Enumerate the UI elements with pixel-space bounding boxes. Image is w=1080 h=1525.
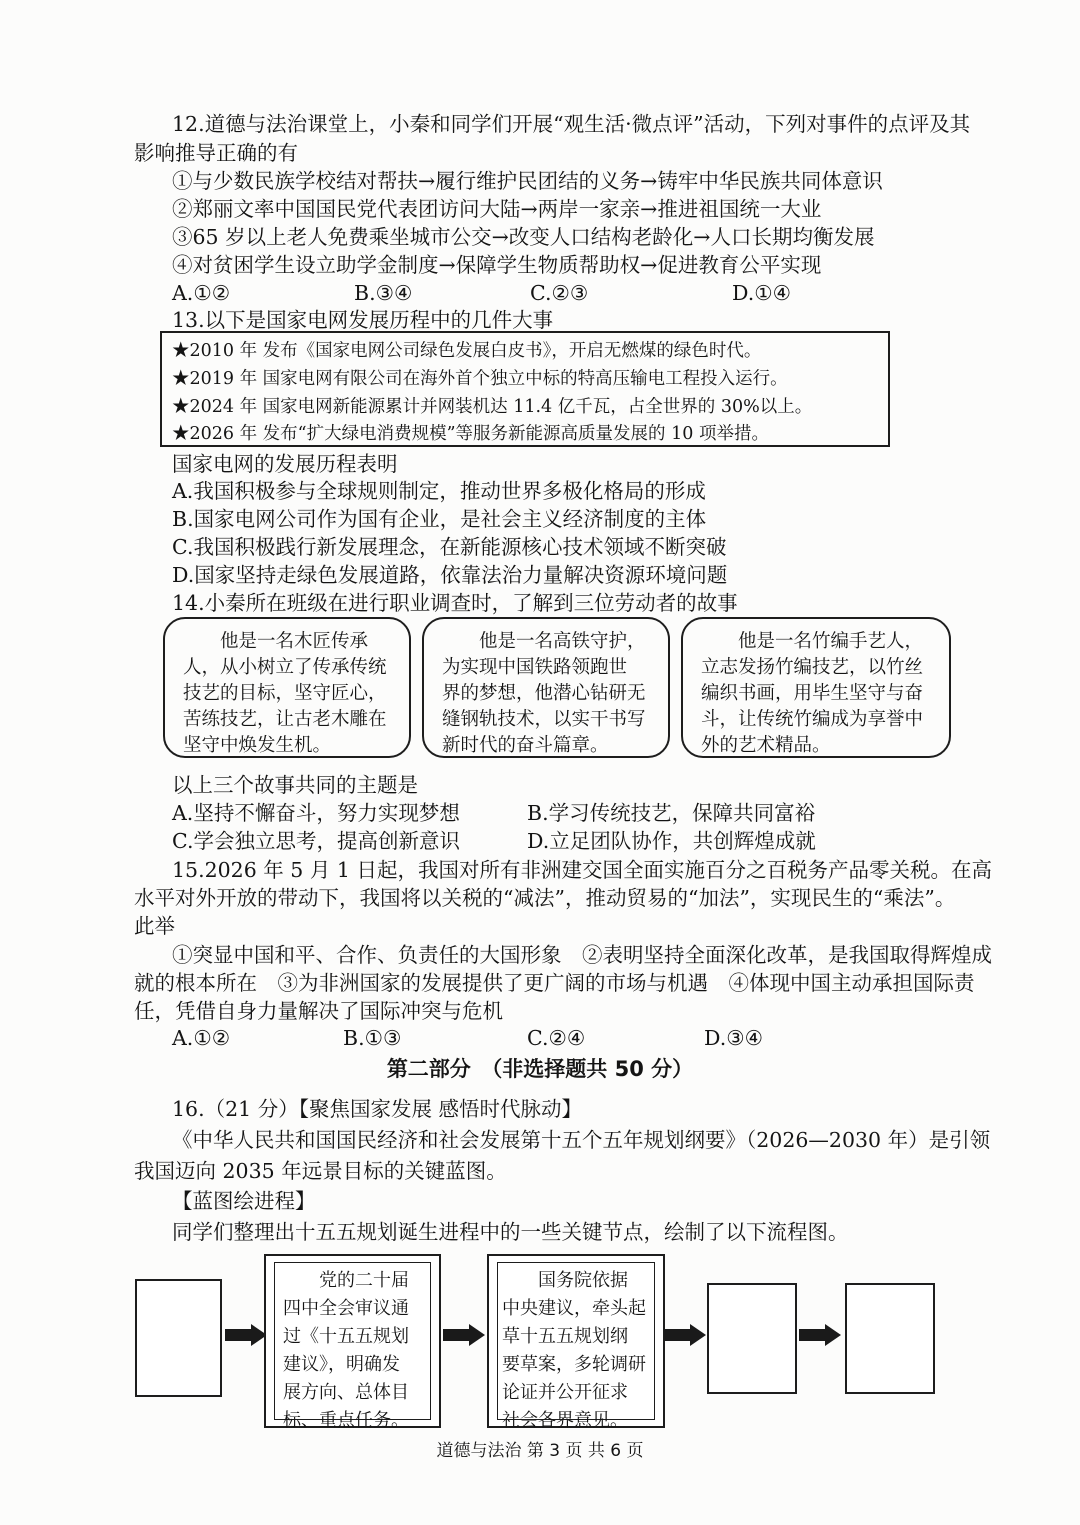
q15-option-b: B.①③ (343, 1026, 402, 1050)
story3-line4: 斗，让传统竹编成为享誉中 (701, 709, 924, 730)
q14-stem: 14.小秦所在班级在进行职业调查时，了解到三位劳动者的故事 (172, 591, 738, 615)
story3-line2: 立志发扬竹编技艺，以竹丝 (701, 657, 924, 678)
story2-line2: 为实现中国铁路领跑世 (442, 657, 628, 678)
q12-item-4: ④对贫困学生设立助学金制度→保障学生物质帮助权→促进教育公平实现 (172, 253, 822, 277)
q15-line2: 水平对外开放的带动下，我国将以关税的“减法”，推动贸易的“加法”，实现民生的“乘法”。 (134, 886, 956, 910)
q15-line3: 此举 (134, 914, 175, 938)
q15-option-d: D.③④ (704, 1026, 763, 1050)
flow-arrow-3 (664, 1324, 706, 1346)
flow-box-state-council-line1: 国务院依据 (502, 1270, 628, 1291)
story2-line3: 界的梦想，他潜心钻研无 (442, 683, 646, 704)
story1-line4: 苦练技艺，让古老木雕在 (183, 709, 387, 730)
q15-line1: 15.2026 年 5 月 1 日起，我国对所有非洲建交国全面实施百分之百税务产品零关税。在高 (172, 858, 992, 882)
q16-heading: 16.（21 分）【聚焦国家发展 感悟时代脉动】 (172, 1097, 582, 1121)
flow-box-plenum-line6: 标、重点任务。 (283, 1410, 409, 1431)
flow-blank-box-4 (707, 1283, 797, 1394)
story2-line5: 新时代的奋斗篇章。 (442, 735, 609, 756)
q15-option-c: C.②④ (527, 1026, 586, 1050)
q12-item-1: ①与少数民族学校结对帮扶→履行维护民团结的义务→铸牢中华民族共同体意识 (172, 169, 883, 193)
flow-box-state-council-line4: 要草案，多轮调研 (502, 1354, 646, 1375)
q12-option-c: C.②③ (530, 281, 589, 305)
q15-option-a: A.①② (172, 1026, 231, 1050)
flow-box-plenum-line1: 党的二十届 (283, 1270, 409, 1291)
story3-line3: 编织书画，用毕生坚守与奋 (701, 683, 924, 704)
q12-stem-line2: 影响推导正确的有 (134, 141, 298, 165)
q16-flow-intro: 同学们整理出十五五规划诞生进程中的一些关键节点，绘制了以下流程图。 (172, 1220, 849, 1244)
q13-events-box (160, 331, 890, 447)
flow-box-plenum-line3: 过《十五五规划 (283, 1326, 409, 1347)
flow-arrow-4 (799, 1324, 841, 1346)
part2-title: 第二部分 （非选择题共 50 分） (386, 1057, 694, 1081)
q14-option-d: D.立足团队协作，共创辉煌成就 (527, 829, 816, 853)
q12-option-d: D.①④ (732, 281, 791, 305)
q13-event-2026: ★2026 年 发布“扩大绿电消费规模”等服务新能源高质量发展的 10 项举措。 (172, 424, 769, 444)
q16-intro-line2: 我国迈向 2035 年远景目标的关键蓝图。 (134, 1159, 507, 1183)
flow-box-plenum-outer (264, 1254, 441, 1431)
flow-box-state-council-line2: 中央建议，牵头起 (502, 1298, 646, 1319)
story1-line1: 他是一名木匠传承 (183, 631, 369, 652)
q14-question: 以上三个故事共同的主题是 (172, 773, 418, 797)
q13-event-2024: ★2024 年 国家电网新能源累计并网装机达 11.4 亿千瓦，占全世界的 30%以上。 (172, 397, 813, 417)
q14-story-bamboo (681, 617, 951, 758)
flow-box-state-council (497, 1262, 655, 1431)
q13-option-d: D.国家坚持走绿色发展道路，依靠法治力量解决资源环境问题 (172, 563, 728, 587)
q12-stem-line1: 12.道德与法治课堂上，小秦和同学们开展“观生活·微点评”活动，下列对事件的点评及其 (172, 112, 971, 136)
story2-line1: 他是一名高铁守护， (442, 631, 646, 652)
flow-blank-box-5 (845, 1283, 935, 1394)
flow-box-state-council-line5: 论证并公开征求 (502, 1382, 628, 1403)
q16-subheading: 【蓝图绘进程】 (172, 1189, 316, 1213)
flow-box-state-council-line3: 草十五五规划纲 (502, 1326, 628, 1347)
q14-option-b: B.学习传统技艺，保障共同富裕 (527, 801, 816, 825)
flow-box-plenum-line2: 四中全会审议通 (283, 1298, 409, 1319)
q16-intro-line1: 《中华人民共和国国民经济和社会发展第十五个五年规划纲要》（2026—2030 年）是引领 (172, 1128, 991, 1152)
q13-event-2010: ★2010 年 发布《国家电网公司绿色发展白皮书》，开启无燃煤的绿色时代。 (172, 341, 762, 361)
q12-item-2: ②郑丽文率中国国民党代表团访问大陆→两岸一家亲→推进祖国统一大业 (172, 197, 822, 221)
q13-option-a: A.我国积极参与全球规则制定，推动世界多极化格局的形成 (172, 479, 706, 503)
q15-line4: ①突显中国和平、合作、负责任的大国形象 ②表明坚持全面深化改革，是我国取得辉煌成 (172, 943, 992, 967)
q13-question: 国家电网的发展历程表明 (172, 452, 398, 476)
page-footer: 道德与法治 第 3 页 共 6 页 (436, 1441, 644, 1461)
q13-stem: 13.以下是国家电网发展历程中的几件大事 (172, 308, 554, 332)
flow-box-plenum (274, 1262, 431, 1431)
q14-story-railway (422, 617, 670, 758)
story3-line5: 外的艺术精品。 (701, 735, 831, 756)
flow-box-state-council-outer (487, 1254, 665, 1431)
flow-arrow-2 (443, 1324, 485, 1346)
q12-option-b: B.③④ (354, 281, 413, 305)
flow-blank-box-1 (135, 1279, 222, 1397)
story3-line1: 他是一名竹编手艺人， (701, 631, 924, 652)
q14-story-woodcarver (163, 617, 411, 758)
q15-line5: 就的根本所在 ③为非洲国家的发展提供了更广阔的市场与机遇 ④体现中国主动承担国际责 (134, 971, 975, 995)
q14-option-a: A.坚持不懈奋斗，努力实现梦想 (172, 801, 460, 825)
q12-option-a: A.①② (172, 281, 231, 305)
story1-line3: 技艺的目标，坚守匠心， (183, 683, 387, 704)
story2-line4: 缝钢轨技术，以实干书写 (442, 709, 646, 730)
story1-line2: 人，从小树立了传承传统 (183, 657, 387, 678)
q14-option-c: C.学会独立思考，提高创新意识 (172, 829, 460, 853)
q12-item-3: ③65 岁以上老人免费乘坐城市公交→改变人口结构老龄化→人口长期均衡发展 (172, 225, 875, 249)
q15-line6: 任，凭借自身力量解决了国际冲突与危机 (134, 999, 503, 1023)
flow-box-plenum-line5: 展方向、总体目 (283, 1382, 409, 1403)
flow-box-plenum-line4: 建议》，明确发 (283, 1354, 400, 1375)
q13-event-2019: ★2019 年 国家电网有限公司在海外首个独立中标的特高压输电工程投入运行。 (172, 369, 788, 389)
q13-option-c: C.我国积极践行新发展理念，在新能源核心技术领域不断突破 (172, 535, 727, 559)
q13-option-b: B.国家电网公司作为国有企业，是社会主义经济制度的主体 (172, 507, 707, 531)
story1-line5: 坚守中焕发生机。 (183, 735, 332, 756)
flow-arrow-1 (225, 1324, 267, 1346)
flow-box-state-council-line6: 社会各界意见。 (502, 1410, 628, 1431)
